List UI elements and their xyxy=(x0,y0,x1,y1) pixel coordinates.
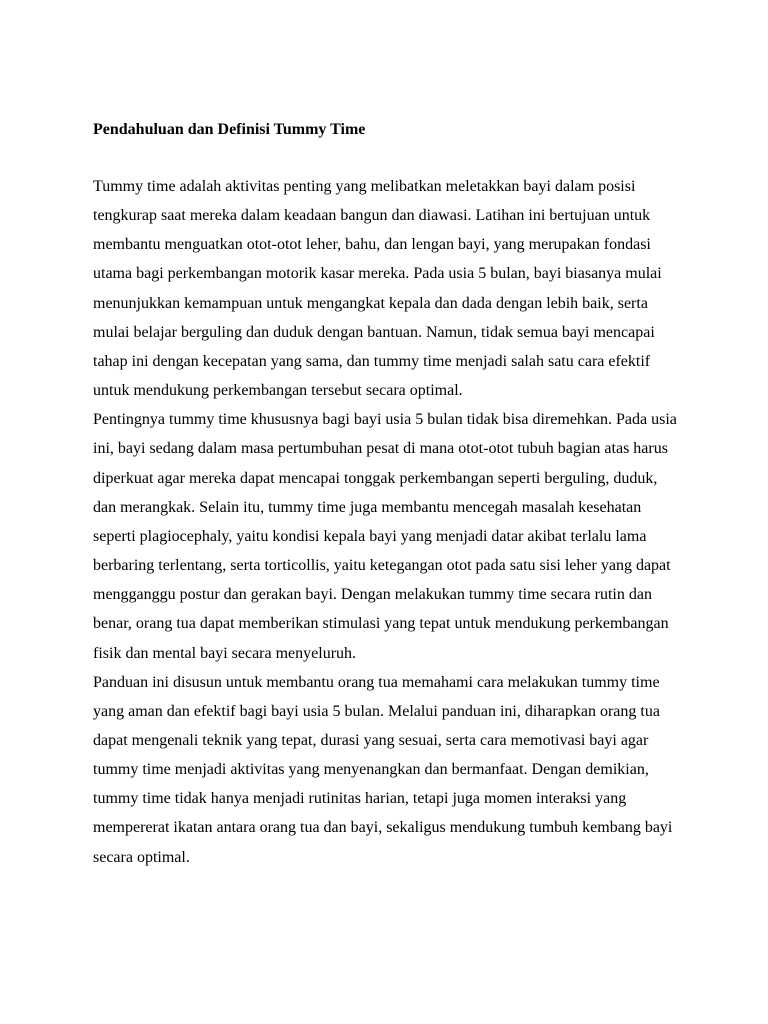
paragraph-guide-purpose: Panduan ini disusun untuk membantu orang tua memahami cara melakukan tummy time yang aman dan efektif bagi bayi usia 5 bulan. Melalui panduan ini, diharapkan orang tua dapat mengenali teknik yang tepat, durasi yang sesuai, serta cara memotivasi bayi agar tummy time menjadi aktivitas yang menyenangkan dan bermanfaat. Dengan demikian, tummy time tidak hanya menjadi rutinitas harian, tetapi juga momen interaksi yang mempererat ikatan antara orang tua dan bayi, sekaligus mendukung tumbuh kembang bayi secara optimal. xyxy=(93,673,673,866)
section-heading: Pendahuluan dan Definisi Tummy Time xyxy=(93,121,366,138)
paragraph-introduction: Tummy time adalah aktivitas penting yang melibatkan meletakkan bayi dalam posisi tengkurap saat mereka dalam keadaan bangun dan diawasi. Latihan ini bertujuan untuk membantu menguatkan otot-otot leher, bahu, dan lengan bayi, yang merupakan fondasi utama bagi perkembangan motorik kasar mereka. Pada usia 5 bulan, bayi biasanya mulai menunjukkan kemampuan untuk mengangkat kepala dan dada dengan lebih baik, serta mulai belajar berguling dan duduk dengan bantuan. Namun, tidak semua bayi mencapai tahap ini dengan kecepatan yang sama, dan tummy time menjadi salah satu cara efektif untuk mendukung perkembangan tersebut secara optimal. xyxy=(93,178,662,400)
document-body xyxy=(93,118,679,872)
paragraph-importance: Pentingnya tummy time khususnya bagi bayi usia 5 bulan tidak bisa diremehkan. Pada usia ini, bayi sedang dalam masa pertumbuhan pesat di mana otot-otot tubuh bagian atas harus diperkuat agar mereka dapat mencapai tonggak perkembangan seperti berguling, duduk, dan merangkak. Selain itu, tummy time juga membantu mencegah masalah kesehatan seperti plagiocephaly, yaitu kondisi kepala bayi yang menjadi datar akibat terlalu lama berbaring terlentang, serta torticollis, yaitu ketegangan otot pada satu sisi leher yang dapat mengganggu postur dan gerakan bayi. Dengan melakukan tummy time secara rutin dan benar, orang tua dapat memberikan stimulasi yang tepat untuk mendukung perkembangan fisik dan mental bayi secara menyeluruh. xyxy=(93,411,677,662)
